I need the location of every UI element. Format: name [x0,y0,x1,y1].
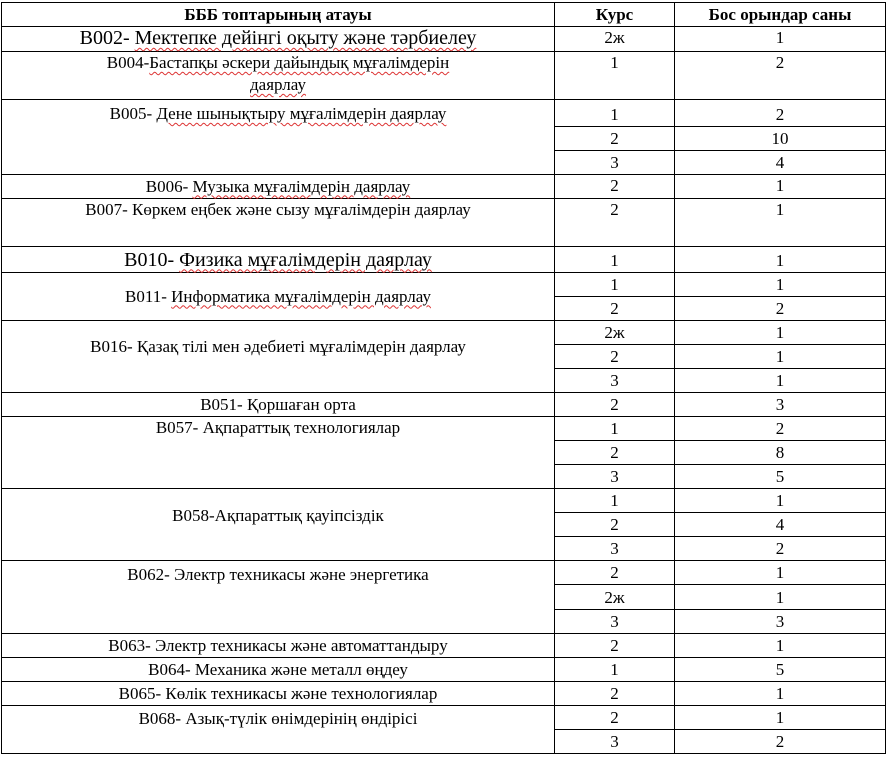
seats-cell: 2 [675,730,886,754]
seats-cell: 3 [675,610,886,634]
table-row [2,658,886,682]
table-row [2,52,886,100]
course-cell: 1 [555,100,675,127]
group-name: В006- Музыка мұғалімдерін даярлау [2,175,555,199]
table-row [2,175,886,199]
seats-cell: 1 [675,489,886,513]
course-cell: 2 [555,297,675,321]
course-cell: 2 [555,175,675,199]
seats-cell: 1 [675,247,886,273]
seats-cell: 1 [675,27,886,52]
seats-cell: 1 [675,706,886,730]
header-group-name: БББ топтарының атауы [2,3,555,27]
group-name: В063- Электр техникасы және автоматтандыру [2,634,555,658]
course-cell: 1 [555,417,675,441]
course-cell: 2ж [555,321,675,345]
course-cell: 1 [555,52,675,100]
seats-cell: 1 [675,199,886,247]
header-seats: Бос орындар саны [675,3,886,27]
group-name: В068- Азық-түлік өнімдерінің өндірісі [2,706,555,754]
seats-cell: 1 [675,321,886,345]
seats-cell: 1 [675,345,886,369]
seats-cell: 2 [675,417,886,441]
seats-cell: 1 [675,369,886,393]
course-cell: 2 [555,199,675,247]
seats-cell: 1 [675,273,886,297]
course-cell: 2 [555,634,675,658]
seats-cell: 10 [675,127,886,151]
seats-cell: 4 [675,513,886,537]
table-row [2,273,886,297]
course-cell: 3 [555,369,675,393]
table-row [2,199,886,247]
course-cell: 1 [555,247,675,273]
course-cell: 1 [555,489,675,513]
header-course: Курс [555,3,675,27]
table-row [2,634,886,658]
table-row [2,321,886,345]
table-row [2,247,886,273]
seats-cell: 2 [675,297,886,321]
course-cell: 3 [555,610,675,634]
table-row [2,561,886,585]
vacancies-table [1,2,886,754]
course-cell: 1 [555,658,675,682]
group-name: В062- Электр техникасы және энергетика [2,561,555,634]
course-cell: 2 [555,513,675,537]
table-row [2,682,886,706]
group-name: В005- Дене шынықтыру мұғалімдерін даярлау [2,100,555,175]
course-cell: 2 [555,561,675,585]
seats-cell: 2 [675,52,886,100]
seats-cell: 1 [675,561,886,585]
seats-cell: 1 [675,682,886,706]
course-cell: 2 [555,345,675,369]
seats-cell: 1 [675,175,886,199]
group-name: В016- Қазақ тілі мен әдебиеті мұғалімдерін даярлау [2,321,555,393]
seats-cell: 2 [675,537,886,561]
header-row [2,3,886,27]
group-name: В010- Физика мұғалімдерін даярлау [2,247,555,273]
group-name: В011- Информатика мұғалімдерін даярлау [2,273,555,321]
group-name: В007- Көркем еңбек және сызу мұғалімдерін даярлау [2,199,555,247]
course-cell: 2ж [555,27,675,52]
group-name: В064- Механика және металл өңдеу [2,658,555,682]
seats-cell: 8 [675,441,886,465]
course-cell: 3 [555,151,675,175]
group-name: В058-Ақпараттық қауіпсіздік [2,489,555,561]
course-cell: 2 [555,706,675,730]
table-row [2,100,886,127]
group-name: В002- Мектепке дейінгі оқыту және тәрбиелеу [2,27,555,52]
table-row [2,489,886,513]
table-row [2,393,886,417]
seats-cell: 1 [675,585,886,610]
seats-cell: 2 [675,100,886,127]
table-row [2,417,886,441]
course-cell: 3 [555,465,675,489]
course-cell: 2 [555,393,675,417]
table-row [2,27,886,52]
course-cell: 2 [555,682,675,706]
course-cell: 2 [555,127,675,151]
course-cell: 2ж [555,585,675,610]
seats-cell: 5 [675,658,886,682]
seats-cell: 3 [675,393,886,417]
group-name: В065- Көлік техникасы және технологиялар [2,682,555,706]
seats-cell: 5 [675,465,886,489]
course-cell: 1 [555,273,675,297]
table-row [2,706,886,730]
course-cell: 2 [555,441,675,465]
group-name: В004-Бастапқы әскери дайындық мұғалімдерін даярлау [2,52,555,100]
group-name: В051- Қоршаған орта [2,393,555,417]
seats-cell: 1 [675,634,886,658]
group-name: В057- Ақпараттық технологиялар [2,417,555,489]
course-cell: 3 [555,537,675,561]
course-cell: 3 [555,730,675,754]
seats-cell: 4 [675,151,886,175]
